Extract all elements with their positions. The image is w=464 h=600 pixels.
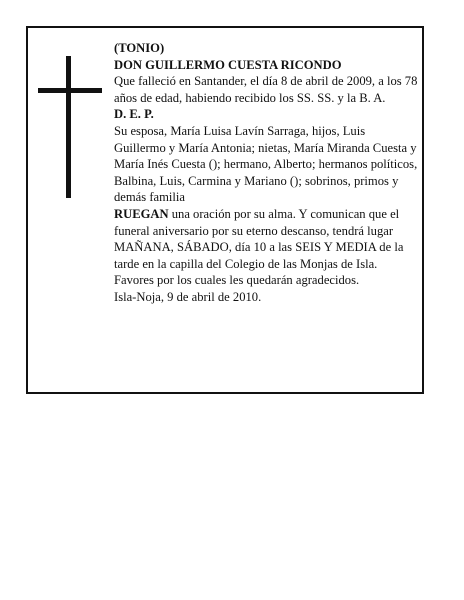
death-details: Que falleció en Santander, el día 8 de abril de 2009, a los 78 años de edad, habiendo recibido los SS. SS. y la B. A. bbox=[114, 74, 418, 105]
ruegan-label: RUEGAN bbox=[114, 206, 169, 221]
obituary-notice bbox=[26, 26, 424, 394]
nickname: (TONIO) bbox=[114, 41, 165, 55]
notice-text bbox=[114, 40, 418, 306]
cross-icon bbox=[38, 56, 102, 198]
dep-line: D. E. P. bbox=[114, 107, 154, 122]
cross-horizontal-bar bbox=[38, 88, 102, 93]
deceased-name: DON GUILLERMO CUESTA RICONDO bbox=[114, 57, 342, 72]
place-date: Isla-Noja, 9 de abril de 2010. bbox=[114, 289, 262, 304]
ruegan-paragraph bbox=[114, 206, 418, 289]
family-list: Su esposa, María Luisa Lavín Sarraga, hijos, Luis Guillermo y María Antonia; nietas, María Miranda Cuesta y María Inés Cuesta (); hermano, Alberto; hermanos políticos, Balbina, Luis, Carmina y Mariano (); sobrinos, primos y demás familia bbox=[114, 123, 418, 205]
cross-vertical-bar bbox=[66, 56, 71, 198]
ruegan-text: una oración por su alma. Y comunican que el funeral aniversario por su eterno descanso, tendrá lugar MAÑANA, SÁBADO, día 10 a las SEIS Y MEDIA de la tarde en la capilla del Colegio de las Monjas de Isla. Favores por los cuales les quedarán agradecidos. bbox=[114, 206, 404, 288]
